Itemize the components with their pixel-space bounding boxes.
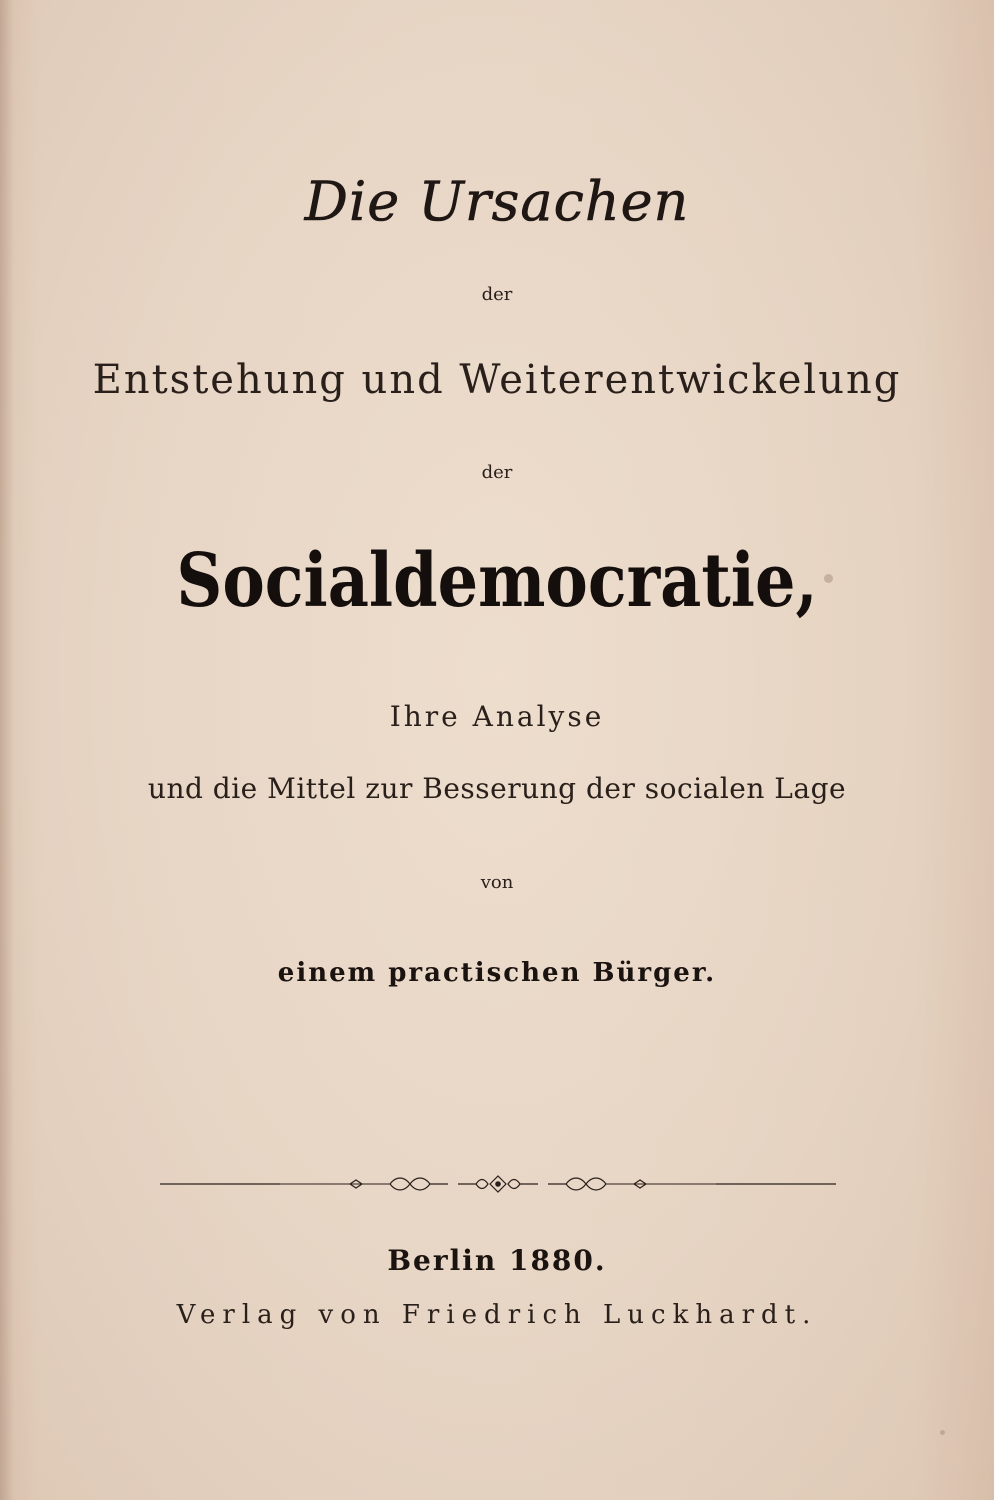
publisher-line: Verlag von Friedrich Luckhardt.: [176, 1300, 818, 1330]
place-year: Berlin 1880.: [387, 1244, 607, 1277]
connector-der-1: der: [481, 284, 513, 305]
ornamental-rule: [160, 1172, 836, 1196]
subtitle-line-1: Ihre Analyse: [389, 700, 605, 733]
subtitle-line-2: und die Mittel zur Besserung der socialen Lage: [147, 772, 847, 805]
title-line-1: Die Ursachen: [304, 170, 690, 233]
by-line: von: [480, 872, 514, 893]
title-line-3: Socialdemocratie,: [176, 538, 818, 624]
title-line-2: Entstehung und Weiterentwickelung: [92, 357, 902, 403]
paper-spot: [940, 1430, 945, 1435]
author-line: einem practischen Bürger.: [277, 958, 717, 988]
connector-der-2: der: [481, 462, 513, 483]
